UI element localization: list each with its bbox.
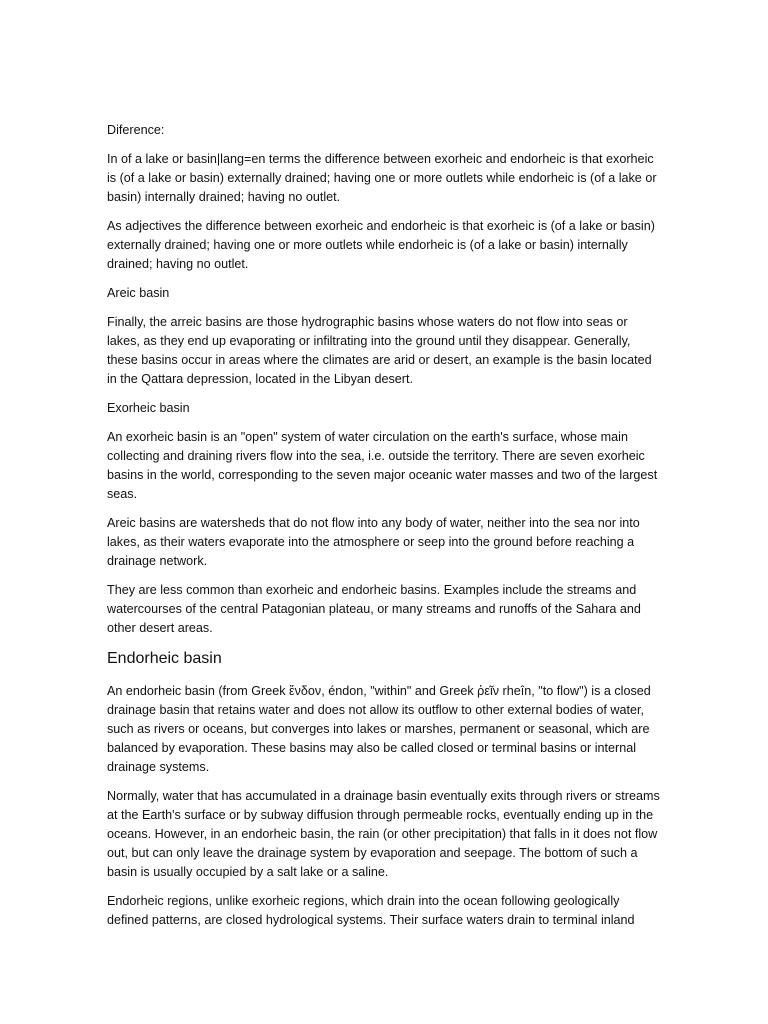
exorheic-basin-paragraph-1: An exorheic basin is an "open" system of water circulation on the earth's surface, whose main collecting and draining rivers flow into the sea, i.e. outside the territory. There are seven exorheic basins in the world, corresponding to the seven major oceanic water masses and two of the largest seas. — [107, 430, 658, 501]
exorheic-basin-heading: Exorheic basin — [107, 401, 190, 415]
difference-paragraph-1: In of a lake or basin|lang=en terms the difference between exorheic and endorheic is that exorheic is (of a lake or basin) externally drained; having one or more outlets while endorheic is (of a lake or basin) internally drained; having no outlet. — [107, 152, 657, 204]
document-body — [107, 121, 663, 940]
endorheic-basin-paragraph-2: Normally, water that has accumulated in a drainage basin eventually exits through rivers or streams at the Earth's surface or by subway diffusion through permeable rocks, eventually ending up in the oceans. However, in an endorheic basin, the rain (or other precipitation) that falls in it does not flow out, but can only leave the drainage system by evaporation and seepage. The bottom of such a basin is usually occupied by a salt lake or a saline. — [107, 789, 660, 879]
areic-basin-heading: Areic basin — [107, 286, 170, 300]
difference-paragraph-2: As adjectives the difference between exorheic and endorheic is that exorheic is (of a lake or basin) externally drained; having one or more outlets while endorheic is (of a lake or basin) internally drained; having no outlet. — [107, 219, 655, 271]
difference-label: Diference: — [107, 123, 165, 137]
endorheic-basin-paragraph-3: Endorheic regions, unlike exorheic regions, which drain into the ocean following geologically defined patterns, are closed hydrological systems. Their surface waters drain to terminal inland — [107, 894, 635, 927]
exorheic-basin-paragraph-2: Areic basins are watersheds that do not flow into any body of water, neither into the sea nor into lakes, as their waters evaporate into the atmosphere or seep into the ground before reaching a drainage network. — [107, 516, 640, 568]
exorheic-basin-paragraph-3: They are less common than exorheic and endorheic basins. Examples include the streams and watercourses of the central Patagonian plateau, or many streams and runoffs of the Sahara and other desert areas. — [107, 583, 641, 635]
endorheic-basin-heading: Endorheic basin — [107, 650, 222, 667]
areic-basin-paragraph: Finally, the arreic basins are those hydrographic basins whose waters do not flow into seas or lakes, as they end up evaporating or infiltrating into the ground until they disappear. Generally, these basins occur in areas where the climates are arid or desert, an example is the basin located in the Qattara depression, located in the Libyan desert. — [107, 315, 652, 386]
endorheic-basin-paragraph-1: An endorheic basin (from Greek ἔνδον, éndon, "within" and Greek ῥεῖν rheîn, "to flow") is a closed drainage basin that retains water and does not allow its outflow to other external bodies of water, such as rivers or oceans, but converges into lakes or marshes, permanent or seasonal, which are balanced by evaporation. These basins may also be called closed or terminal basins or internal drainage systems. — [107, 684, 651, 774]
